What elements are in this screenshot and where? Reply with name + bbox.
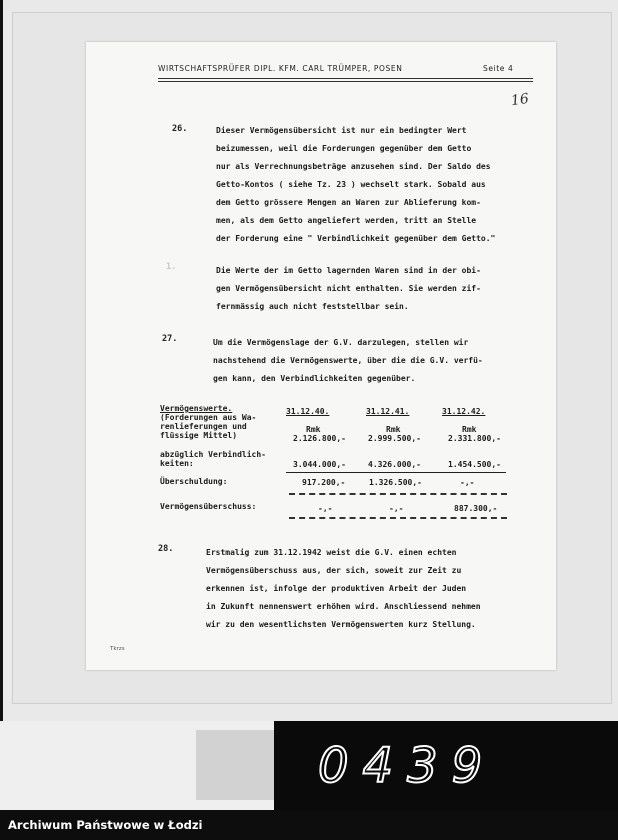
table-cell: 1.454.500,- [448, 460, 501, 469]
section-line: gen Vermögensübersicht nicht enthalten. Sie werden zif- [216, 284, 481, 293]
table-cell: 2.331.800,- [448, 434, 501, 443]
handwritten-folio: 16 [509, 90, 530, 110]
section-line: der Forderung eine " Verbindlichkeit gegenüber dem Getto." [216, 234, 496, 243]
table-column-header: 31.12.41. [366, 407, 410, 416]
table-row-label: flüssige Mittel) [160, 431, 238, 440]
section-number: 26. [172, 124, 188, 134]
table-currency: Rmk [386, 425, 401, 434]
section-line: Vermögensüberschuss aus, der sich, soweit zur Zeit zu [206, 566, 462, 575]
section-line: dem Getto grössere Mengen an Waren zur Ablieferung kom- [216, 198, 481, 207]
table-cell: 1.326.500,- [369, 478, 422, 487]
table-cell: -,- [318, 504, 333, 513]
section-line: beizumessen, weil die Forderungen gegenüber dem Getto [216, 144, 472, 153]
table-column-header: 31.12.40. [286, 407, 330, 416]
letterhead-rule [158, 78, 533, 79]
section-number: 27. [162, 334, 178, 344]
section-line: Um die Vermögenslage der G.V. darzulegen, stellen wir [213, 338, 469, 347]
section-line: men, als dem Getto angeliefert werden, tritt an Stelle [216, 216, 477, 225]
table-cell: 917.200,- [302, 478, 346, 487]
table-column-header: 31.12.42. [442, 407, 486, 416]
letterhead-firm: WIRTSCHAFTSPRÜFER DIPL. KFM. CARL TRÜMPER, POSEN [158, 64, 403, 73]
table-cell: -,- [389, 504, 404, 513]
section-line: erkennen ist, infolge der produktiven Arbeit der Juden [206, 584, 467, 593]
archive-institution: Archiwum Państwowe w Łodzi [8, 818, 203, 832]
section-number: 1. [166, 262, 177, 272]
table-cell: 887.300,- [454, 504, 498, 513]
archive-sheet-number: 0439 [318, 738, 497, 794]
section-line: gen kann, den Verbindlichkeiten gegenüber. [213, 374, 416, 383]
page-label: Seite 4 [483, 64, 514, 73]
document-page [86, 42, 556, 670]
table-cell: 4.326.000,- [368, 460, 421, 469]
section-line: wir zu den wesentlichsten Vermögenswerten kurz Stellung. [206, 620, 476, 629]
table-row-label: Überschuldung: [160, 477, 228, 486]
table-currency: Rmk [306, 425, 321, 434]
archive-footer [0, 810, 618, 840]
section-line: nachstehend die Vermögenswerte, über die die G.V. verfü- [213, 356, 483, 365]
letterhead-rule-2 [158, 81, 533, 82]
table-row-label: (Forderungen aus Wa- [160, 413, 257, 422]
table-row-label: abzüglich Verbindlich- [160, 450, 266, 459]
archive-label-shadow [196, 730, 274, 800]
section-line: fernmässig auch nicht feststellbar sein. [216, 302, 409, 311]
section-line: Erstmalig zum 31.12.1942 weist die G.V. einen echten [206, 548, 457, 557]
dashed-rule [289, 493, 507, 495]
section-line: Getto-Kontos ( siehe Tz. 23 ) wechselt stark. Sobald aus [216, 180, 486, 189]
section-line: Die Werte der im Getto lagernden Waren sind in der obi- [216, 266, 481, 275]
table-cell: 2.999.500,- [368, 434, 421, 443]
section-number: 28. [158, 544, 174, 554]
section-line: in Zukunft nennenswert erhöhen wird. Anschliessend nehmen [206, 602, 481, 611]
table-row-label: Vermögenswerte. [160, 404, 233, 413]
table-cell: 2.126.800,- [293, 434, 346, 443]
footnote-mark: Tkrzs [110, 646, 125, 652]
section-line: Dieser Vermögensübersicht ist nur ein bedingter Wert [216, 126, 467, 135]
dashed-rule [289, 517, 507, 519]
table-row-label: renlieferungen und [160, 422, 247, 431]
table-cell: 3.044.000,- [293, 460, 346, 469]
table-row-label: keiten: [160, 459, 194, 468]
sum-rule [286, 472, 506, 473]
table-currency: Rmk [462, 425, 477, 434]
table-row-label: Vermögensüberschuss: [160, 502, 257, 511]
table-cell: -,- [460, 478, 475, 487]
section-line: nur als Verrechnungsbeträge anzusehen sind. Der Saldo des [216, 162, 491, 171]
